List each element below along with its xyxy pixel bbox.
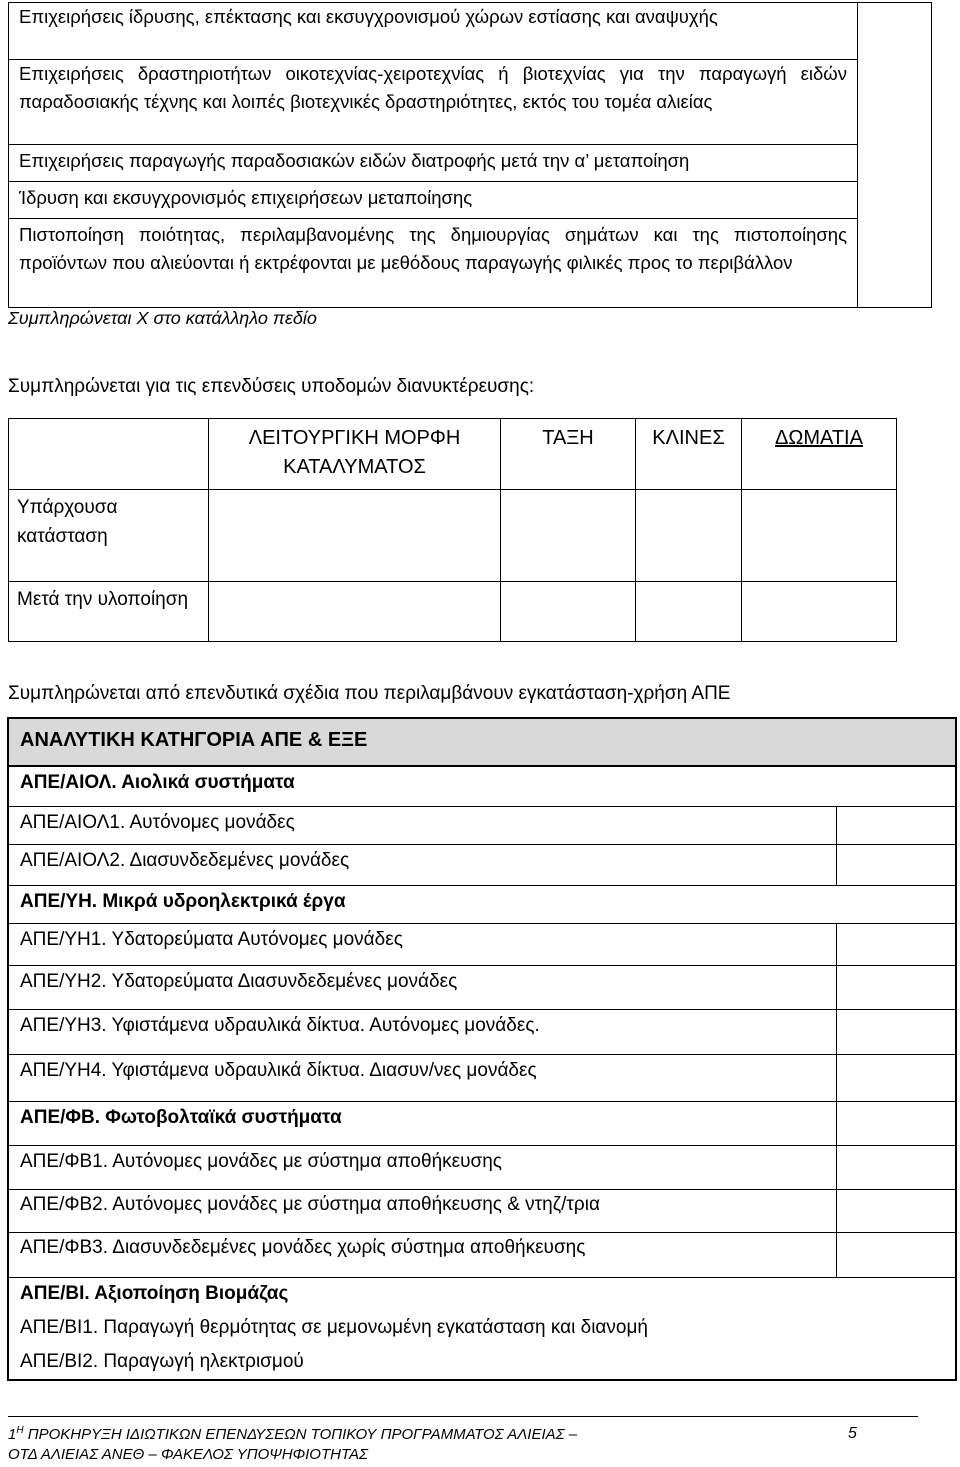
input-cell[interactable]	[209, 582, 501, 642]
mark-cell[interactable]	[858, 3, 932, 308]
fill-note: Συμπληρώνεται Χ στο κατάλληλο πεδίο	[8, 308, 317, 328]
ape-row-label: ΑΠΕ/ΒΙ2. Παραγωγή ηλεκτρισμού	[20, 1351, 304, 1372]
column-header: ΤΑΞΗ	[501, 419, 636, 490]
ape-row-label: ΑΠΕ/ΑΙΟΛ. Αιολικά συστήματα	[20, 772, 295, 793]
table-row	[9, 490, 897, 582]
row-divider	[9, 1054, 955, 1055]
ape-row-label: ΑΠΕ/ΦΒ3. Διασυνδεδεμένες μονάδες χωρίς σύστημα αποθήκευσης	[20, 1237, 586, 1258]
row-divider	[9, 1009, 955, 1010]
activity-table	[8, 2, 932, 308]
input-cell[interactable]	[742, 582, 897, 642]
ape-header	[9, 719, 955, 767]
activity-label: Επιχειρήσεις δραστηριοτήτων οικοτεχνίας-χειροτεχνίας ή βιοτεχνίας για την παραγωγή ειδών παραδοσιακής τέχνης και λοιπές βιοτεχνικές δραστηριότητες, εκτός του τομέα αλιείας	[9, 60, 858, 145]
footer-number: 1	[8, 1426, 17, 1443]
table-row	[9, 219, 932, 308]
activity-label: Πιστοποίηση ποιότητας, περιλαμβανομένης της δημιουργίας σημάτων και της πιστοποίησης προϊόντων που αλιεύονται ή εκτρέφονται με μεθόδους παραγωγής φιλικές προς το περιβάλλον	[9, 219, 858, 308]
activity-label: Επιχειρήσεις ίδρυσης, επέκτασης και εκσυγχρονισμού χώρων εστίασης και αναψυχής	[9, 3, 858, 60]
row-divider	[9, 1145, 955, 1146]
footer-rule	[8, 1416, 918, 1417]
mark-cell[interactable]	[836, 1189, 955, 1277]
input-cell[interactable]	[209, 490, 501, 582]
accommodation-intro: Συμπληρώνεται για τις επενδύσεις υποδομών διανυκτέρευσης:	[8, 376, 535, 397]
mark-cell[interactable]	[836, 923, 955, 1189]
ape-row-label: ΑΠΕ/ΑΙΟΛ1. Αυτόνομες μονάδες	[20, 812, 295, 833]
ape-row-label: ΑΠΕ/ΦΒ. Φωτοβολταϊκά συστήματα	[20, 1107, 342, 1128]
ape-row-label: ΑΠΕ/ΥΗ1. Υδατορεύματα Αυτόνομες μονάδες	[20, 929, 403, 950]
row-divider	[9, 1101, 955, 1102]
row-divider	[9, 965, 955, 966]
row-label: Υπάρχουσα κατάσταση	[9, 490, 209, 582]
input-cell[interactable]	[636, 582, 742, 642]
column-header: ΚΛΙΝΕΣ	[636, 419, 742, 490]
footer-line-1	[8, 1425, 577, 1443]
ape-row-label: ΑΠΕ/ΥΗ4. Υφιστάμενα υδραυλικά δίκτυα. Διασυν/νες μονάδες	[20, 1060, 537, 1081]
page-number: 5	[848, 1425, 857, 1442]
column-header: ΛΕΙΤΟΥΡΓΙΚΗ ΜΟΡΦΗ ΚΑΤΑΛΥΜΑΤΟΣ	[209, 419, 501, 490]
mark-cell[interactable]	[836, 806, 955, 885]
row-divider	[9, 806, 955, 807]
accommodation-table	[8, 418, 897, 642]
ape-intro: Συμπληρώνεται από επενδυτικά σχέδια που περιλαμβάνουν εγκατάσταση-χρήση ΑΠΕ	[8, 683, 731, 704]
row-divider	[9, 885, 955, 886]
row-divider	[9, 1232, 955, 1233]
input-cell[interactable]	[742, 490, 897, 582]
ape-row-label: ΑΠΕ/ΦΒ2. Αυτόνομες μονάδες με σύστημα αποθήκευσης & ντηζ/τρια	[20, 1194, 600, 1215]
ape-title: ΑΝΑΛΥΤΙΚΗ ΚΑΤΗΓΟΡΙΑ ΑΠΕ & ΕΞΕ	[20, 729, 368, 751]
input-cell[interactable]	[501, 490, 636, 582]
row-divider	[9, 1277, 955, 1278]
ape-category-table	[7, 717, 957, 1381]
row-divider	[9, 844, 955, 845]
ape-row-label: ΑΠΕ/ΥΗ2. Υδατορεύματα Διασυνδεδεμένες μονάδες	[20, 971, 458, 992]
row-divider	[9, 1189, 955, 1190]
column-header: ΔΩΜΑΤΙΑ	[742, 419, 897, 490]
empty-cell	[9, 419, 209, 490]
table-row	[9, 582, 897, 642]
input-cell[interactable]	[636, 490, 742, 582]
footer-sup: Η	[16, 1425, 24, 1436]
ape-row-label: ΑΠΕ/ΑΙΟΛ2. Διασυνδεδεμένες μονάδες	[20, 850, 350, 871]
table-row	[9, 145, 932, 182]
table-header-row	[9, 419, 897, 490]
ape-row-label: ΑΠΕ/ΥΗ3. Υφιστάμενα υδραυλικά δίκτυα. Αυτόνομες μονάδες.	[20, 1015, 540, 1036]
footer-line-2: ΟΤΔ ΑΛΙΕΙΑΣ ΑΝΕΘ – ΦΑΚΕΛΟΣ ΥΠΟΨΗΦΙΟΤΗΤΑΣ	[8, 1446, 369, 1463]
table-row	[9, 182, 932, 219]
row-label: Μετά την υλοποίηση	[9, 582, 209, 642]
row-divider	[9, 923, 955, 924]
table-row	[9, 60, 932, 145]
footer-title: ΠΡΟΚΗΡΥΞΗ ΙΔΙΩΤΙΚΩΝ ΕΠΕΝΔΥΣΕΩΝ ΤΟΠΙΚΟΥ ΠΡΟΓΡΑΜΜΑΤΟΣ ΑΛΙΕΙΑΣ –	[27, 1426, 578, 1443]
activity-label: Επιχειρήσεις παραγωγής παραδοσιακών ειδών διατροφής μετά την α’ μεταποίηση	[9, 145, 858, 182]
activity-label: Ίδρυση και εκσυγχρονισμός επιχειρήσεων μεταποίησης	[9, 182, 858, 219]
ape-row-label: ΑΠΕ/ΦΒ1. Αυτόνομες μονάδες με σύστημα αποθήκευσης	[20, 1151, 502, 1172]
table-row	[9, 3, 932, 60]
ape-row-label: ΑΠΕ/ΥΗ. Μικρά υδροηλεκτρικά έργα	[20, 891, 346, 912]
input-cell[interactable]	[501, 582, 636, 642]
ape-row-label: ΑΠΕ/ΒΙ1. Παραγωγή θερμότητας σε μεμονωμένη εγκατάσταση και διανομή	[20, 1317, 649, 1338]
ape-row-label: ΑΠΕ/ΒΙ. Αξιοποίηση Βιομάζας	[20, 1283, 289, 1304]
